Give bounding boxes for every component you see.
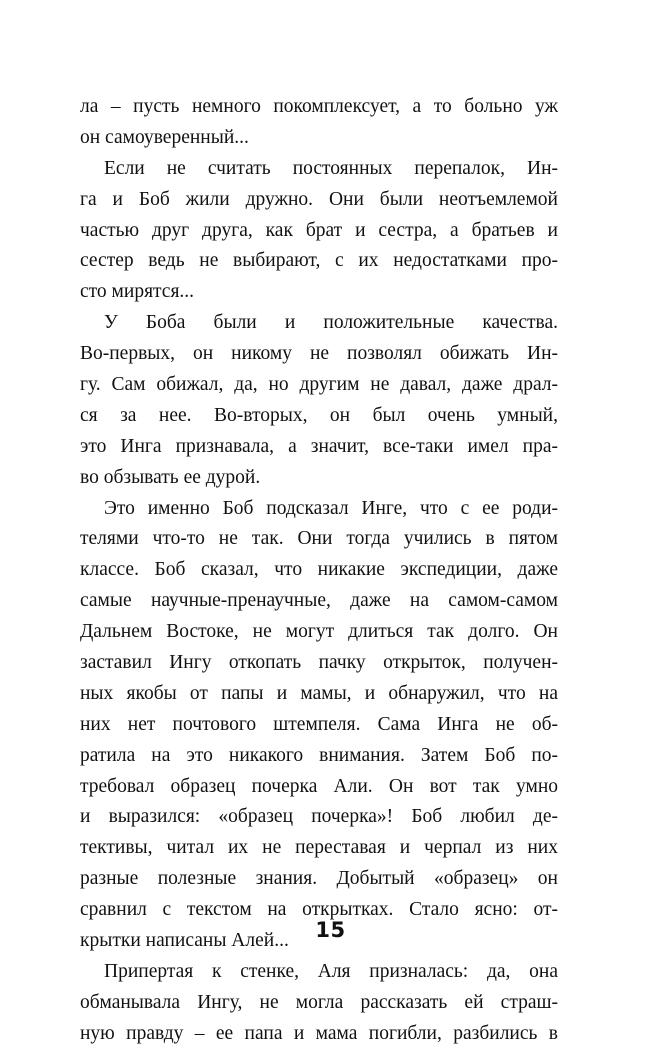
text-line: них нет почтового штемпеля. Сама Инга не об- [80, 713, 558, 735]
text-line: телями что-то не так. Они тогда учились в пятом [80, 528, 558, 550]
text-line: ную правду – ее папа и мама погибли, разбились в [80, 1022, 558, 1044]
text-line: га и Боб жили дружно. Они были неотъемлемой [80, 188, 558, 210]
text-line: требовал образец почерка Али. Он вот так умно [80, 775, 558, 797]
text-line: Если не считать постоянных перепалок, Ин- [104, 157, 558, 179]
text-line: Припертая к стенке, Аля призналась: да, она [104, 960, 558, 982]
text-line: это Инга признавала, а значит, все-таки имел пра- [80, 435, 558, 457]
text-line: Это именно Боб подсказал Инге, что с ее роди- [104, 497, 558, 519]
text-line: заставил Ингу откопать пачку открыток, получен- [80, 652, 558, 674]
page-number: 15 [315, 918, 346, 942]
text-line: сестер ведь не выбирают, с их недостатками про- [80, 250, 558, 272]
text-line: ся за нее. Во-вторых, он был очень умный, [80, 404, 558, 426]
text-line: сравнил с текстом на открытках. Стало ясно: от- [80, 899, 558, 921]
text-line: он самоуверенный... [80, 126, 249, 148]
text-line: тективы, читал их не переставая и черпал из них [80, 837, 558, 859]
text-line: Дальнем Востоке, не могут длиться так долго. Он [80, 621, 558, 643]
text-line: во обзывать ее дурой. [80, 466, 261, 488]
text-line: крытки написаны Алей... [80, 930, 289, 952]
text-line: Во-первых, он никому не позволял обижать Ин- [80, 343, 558, 365]
text-line: и выразился: «образец почерка»! Боб любил де- [80, 806, 558, 828]
text-line: ла – пусть немного покомплексует, а то больно уж [80, 96, 558, 117]
text-line: сто мирятся... [80, 281, 195, 303]
page-text [80, 92, 558, 1050]
text-line: гу. Сам обижал, да, но другим не давал, даже драл- [80, 374, 558, 396]
text-line: ратила на это никакого внимания. Затем Боб по- [80, 744, 558, 766]
text-line: самые научные-пренаучные, даже на самом-самом [80, 590, 558, 612]
text-line: обманывала Ингу, не могла рассказать ей страш- [80, 991, 558, 1013]
text-line: разные полезные знания. Добытый «образец» он [80, 868, 558, 890]
text-line: частью друг друга, как брат и сестра, а братьев и [80, 219, 558, 241]
text-line: ных якобы от папы и мамы, и обнаружил, что на [80, 682, 558, 704]
text-line: У Боба были и положительные качества. [104, 312, 558, 334]
text-line: классе. Боб сказал, что никакие экспедиции, даже [80, 559, 558, 581]
